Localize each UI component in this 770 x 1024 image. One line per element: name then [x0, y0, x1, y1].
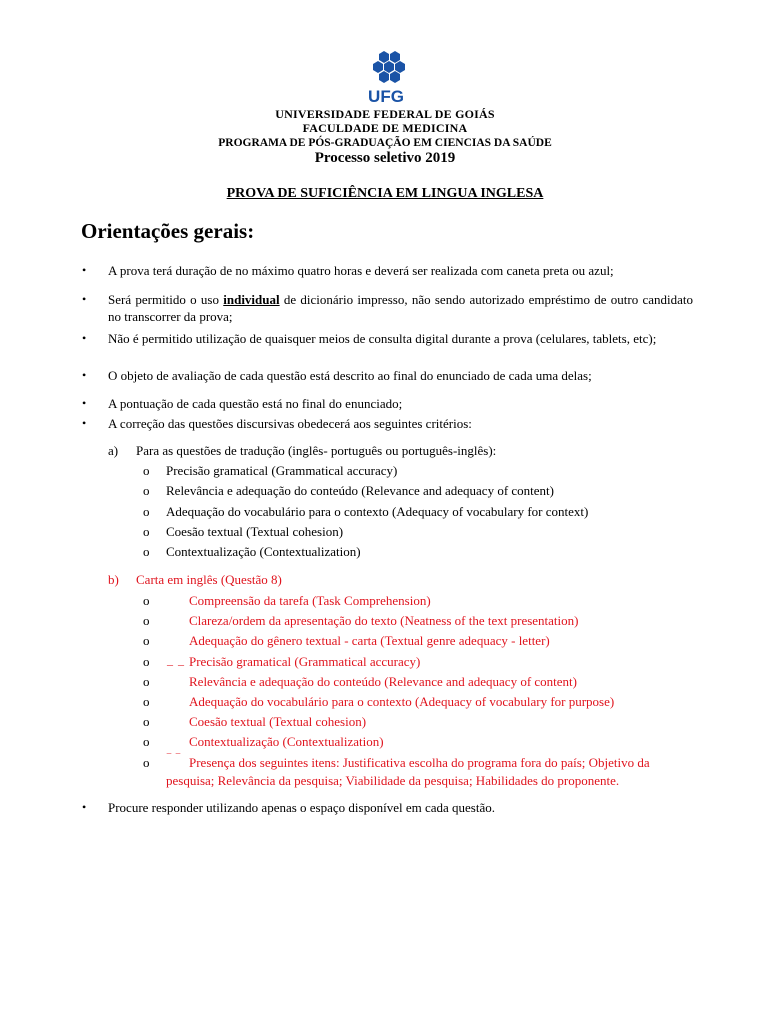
sub-bullet-icon: o — [143, 755, 150, 770]
criterion-b-item: Relevância e adequação do conteúdo (Relevance and adequacy of content) — [189, 674, 578, 689]
sub-bullet-icon: o — [143, 544, 150, 559]
criterion-b-item-last-continuation: pesquisa; Relevância da pesquisa; Viabilidade da pesquisa; Habilidades do proponente. — [166, 773, 620, 788]
criterion-b-item-last: Presença dos seguintes itens: Justificativa escolha do programa fora do país; Objetivo da — [189, 755, 650, 770]
rule-duration: A prova terá duração de no máximo quatro horas e deverá ser realizada com caneta preta ou azul; — [108, 263, 614, 278]
sub-bullet-icon: o — [143, 613, 150, 628]
university-name: UNIVERSIDADE FEDERAL DE GOIÁS — [275, 107, 495, 121]
sub-bullet-icon: o — [143, 463, 150, 478]
ufg-logo — [362, 50, 410, 108]
criterion-b-item: Adequação do vocabulário para o contexto (Adequacy of vocabulary for purpose) — [189, 694, 615, 709]
section-b-label: b) — [108, 572, 119, 587]
track-change-mark: _ _ — [167, 653, 185, 667]
process-title: Processo seletivo 2019 — [314, 150, 456, 166]
sub-bullet-icon: o — [143, 674, 150, 689]
bullet-icon: • — [82, 331, 87, 345]
criterion-b-item: Contextualização (Contextualization) — [189, 734, 384, 749]
sub-bullet-icon: o — [143, 593, 150, 608]
rule-evaluation: O objeto de avaliação de cada questão está descrito ao final do enunciado de cada uma delas; — [108, 368, 592, 383]
criterion-a-item: Contextualização (Contextualization) — [166, 544, 361, 559]
logo-text: UFG — [368, 87, 404, 106]
section-a-title: Para as questões de tradução (inglês- português ou português-inglês): — [136, 443, 497, 458]
sub-bullet-icon: o — [143, 483, 150, 498]
sub-bullet-icon: o — [143, 714, 150, 729]
rule-scoring: A pontuação de cada questão está no final do enunciado; — [108, 396, 403, 411]
sub-bullet-icon: o — [143, 633, 150, 648]
sub-bullet-icon: o — [143, 654, 150, 669]
criterion-b-item: Coesão textual (Textual cohesion) — [189, 714, 367, 729]
criterion-b-item: Clareza/ordem da apresentação do texto (Neatness of the text presentation) — [189, 613, 579, 628]
rule-dictionary-post: de dicionário impresso, não sendo autorizado empréstimo de outro candidato no transcorrer da prova; — [108, 292, 693, 324]
exam-title: PROVA DE SUFICIÊNCIA EM LINGUA INGLESA — [226, 186, 544, 201]
bullet-icon: • — [82, 292, 87, 306]
rule-digital: Não é permitido utilização de quaisquer meios de consulta digital durante a prova (celulares, tablets, etc); — [108, 331, 657, 346]
rule-dictionary-emphasis: individual — [223, 292, 280, 307]
section-a-label: a) — [108, 443, 119, 458]
section-b-title: Carta em inglês (Questão 8) — [136, 572, 282, 587]
criterion-a-item: Adequação do vocabulário para o contexto (Adequacy of vocabulary for context) — [166, 504, 589, 519]
track-change-mark: ‾ ‾ — [167, 752, 181, 766]
ufg-hexagon-icon — [362, 50, 410, 108]
rule-dictionary-pre: Será permitido o uso — [108, 292, 224, 307]
faculty-name: FACULDADE DE MEDICINA — [302, 121, 468, 135]
criterion-a-item: Relevância e adequação do conteúdo (Relevance and adequacy of content) — [166, 483, 555, 498]
bullet-icon: • — [82, 368, 87, 382]
rule-correction: A correção das questões discursivas obedecerá aos seguintes critérios: — [108, 416, 472, 431]
sub-bullet-icon: o — [143, 504, 150, 519]
criterion-b-item: Compreensão da tarefa (Task Comprehension) — [189, 593, 431, 608]
rule-dictionary — [108, 291, 693, 325]
sub-bullet-icon: o — [143, 524, 150, 539]
criterion-b-item: Precisão gramatical (Grammatical accuracy) — [189, 654, 421, 669]
criterion-a-item: Coesão textual (Textual cohesion) — [166, 524, 344, 539]
bullet-icon: • — [82, 800, 87, 814]
bullet-icon: • — [82, 396, 87, 410]
program-name: PROGRAMA DE PÓS-GRADUAÇÃO EM CIENCIAS DA SAÚDE — [218, 137, 552, 149]
section-title: Orientações gerais: — [81, 219, 255, 243]
bullet-icon: • — [82, 416, 87, 430]
bullet-icon: • — [82, 263, 87, 277]
criterion-b-item: Adequação do gênero textual - carta (Textual genre adequacy - letter) — [189, 633, 550, 648]
sub-bullet-icon: o — [143, 694, 150, 709]
sub-bullet-icon: o — [143, 734, 150, 749]
rule-answer-space: Procure responder utilizando apenas o espaço disponível em cada questão. — [108, 800, 495, 815]
criterion-a-item: Precisão gramatical (Grammatical accuracy) — [166, 463, 398, 478]
